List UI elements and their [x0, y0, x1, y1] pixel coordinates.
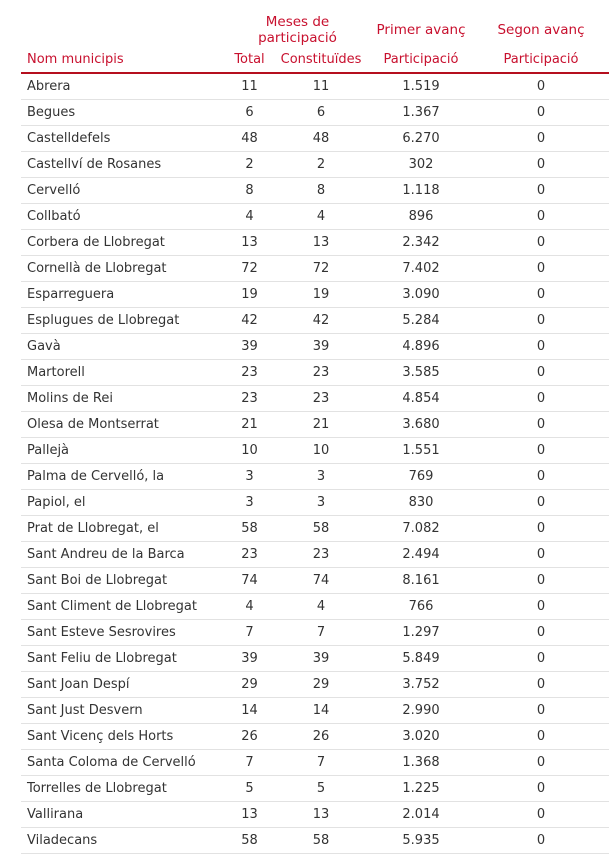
cell-total: 39: [226, 334, 273, 360]
cell-participacio-2: 0: [473, 568, 609, 594]
cell-participacio-2: 0: [473, 386, 609, 412]
cell-participacio-1: 2.014: [369, 802, 473, 828]
cell-total: 7: [226, 620, 273, 646]
cell-participacio-1: 2.342: [369, 230, 473, 256]
cell-participacio-2: 0: [473, 776, 609, 802]
table-row: [21, 620, 609, 646]
cell-participacio-2: 0: [473, 828, 609, 854]
cell-participacio-2: 0: [473, 646, 609, 672]
cell-participacio-2: 0: [473, 126, 609, 152]
cell-participacio-1: 8.161: [369, 568, 473, 594]
cell-total: 4: [226, 594, 273, 620]
table-row: [21, 698, 609, 724]
cell-participacio-1: 6.270: [369, 126, 473, 152]
cell-participacio-1: 766: [369, 594, 473, 620]
cell-municipi: Santa Coloma de Cervelló: [21, 750, 226, 776]
cell-municipi: Papiol, el: [21, 490, 226, 516]
cell-total: 29: [226, 672, 273, 698]
table-row: [21, 100, 609, 126]
cell-total: 21: [226, 412, 273, 438]
cell-constituides: 13: [273, 230, 369, 256]
cell-participacio-2: 0: [473, 308, 609, 334]
table-row: [21, 750, 609, 776]
cell-total: 10: [226, 438, 273, 464]
cell-total: 11: [226, 73, 273, 100]
cell-participacio-2: 0: [473, 230, 609, 256]
cell-total: 23: [226, 542, 273, 568]
cell-municipi: Pallejà: [21, 438, 226, 464]
cell-constituides: 3: [273, 490, 369, 516]
cell-constituides: 58: [273, 516, 369, 542]
cell-participacio-2: 0: [473, 204, 609, 230]
cell-participacio-1: 1.367: [369, 100, 473, 126]
cell-participacio-2: 0: [473, 490, 609, 516]
cell-participacio-1: 5.849: [369, 646, 473, 672]
cell-municipi: Vallirana: [21, 802, 226, 828]
table-row: [21, 73, 609, 100]
cell-constituides: 7: [273, 750, 369, 776]
cell-municipi: Castellví de Rosanes: [21, 152, 226, 178]
cell-constituides: 11: [273, 73, 369, 100]
table-row: [21, 308, 609, 334]
table-row: [21, 152, 609, 178]
column-header-constituides: Constituïdes: [273, 46, 369, 73]
header-group-primer-avanc: Primer avanç: [376, 22, 466, 38]
cell-participacio-2: 0: [473, 516, 609, 542]
table-row: [21, 672, 609, 698]
cell-total: 4: [226, 204, 273, 230]
cell-participacio-2: 0: [473, 100, 609, 126]
cell-constituides: 21: [273, 412, 369, 438]
column-header-total: Total: [226, 46, 273, 73]
cell-constituides: 39: [273, 334, 369, 360]
cell-total: 14: [226, 698, 273, 724]
cell-municipi: Corbera de Llobregat: [21, 230, 226, 256]
table-row: [21, 490, 609, 516]
cell-municipi: Prat de Llobregat, el: [21, 516, 226, 542]
table-row: [21, 802, 609, 828]
table-row: [21, 724, 609, 750]
cell-municipi: Esparreguera: [21, 282, 226, 308]
table-row: [21, 516, 609, 542]
cell-municipi: Collbató: [21, 204, 226, 230]
cell-total: 19: [226, 282, 273, 308]
cell-constituides: 23: [273, 360, 369, 386]
cell-participacio-2: 0: [473, 542, 609, 568]
cell-participacio-2: 0: [473, 464, 609, 490]
cell-participacio-1: 1.297: [369, 620, 473, 646]
header-column-row: [21, 46, 609, 73]
cell-participacio-1: 1.368: [369, 750, 473, 776]
table-row: [21, 386, 609, 412]
cell-participacio-1: 769: [369, 464, 473, 490]
cell-municipi: Abrera: [21, 73, 226, 100]
cell-total: 13: [226, 802, 273, 828]
cell-participacio-1: 302: [369, 152, 473, 178]
cell-total: 6: [226, 100, 273, 126]
cell-total: 13: [226, 230, 273, 256]
cell-participacio-2: 0: [473, 620, 609, 646]
table-row: [21, 776, 609, 802]
table-row: [21, 568, 609, 594]
cell-municipi: Sant Climent de Llobregat: [21, 594, 226, 620]
cell-municipi: Sant Andreu de la Barca: [21, 542, 226, 568]
cell-total: 58: [226, 828, 273, 854]
column-header-name: Nom municipis: [21, 46, 226, 73]
table-row: [21, 412, 609, 438]
cell-participacio-2: 0: [473, 724, 609, 750]
cell-participacio-2: 0: [473, 360, 609, 386]
cell-participacio-1: 3.752: [369, 672, 473, 698]
cell-total: 48: [226, 126, 273, 152]
cell-participacio-2: 0: [473, 802, 609, 828]
cell-participacio-2: 0: [473, 256, 609, 282]
cell-participacio-1: 4.854: [369, 386, 473, 412]
cell-constituides: 39: [273, 646, 369, 672]
cell-municipi: Torrelles de Llobregat: [21, 776, 226, 802]
cell-participacio-2: 0: [473, 282, 609, 308]
cell-constituides: 42: [273, 308, 369, 334]
cell-participacio-2: 0: [473, 698, 609, 724]
table-row: [21, 542, 609, 568]
cell-participacio-1: 4.896: [369, 334, 473, 360]
cell-constituides: 4: [273, 594, 369, 620]
cell-participacio-1: 830: [369, 490, 473, 516]
cell-municipi: Sant Boi de Llobregat: [21, 568, 226, 594]
cell-municipi: Gavà: [21, 334, 226, 360]
cell-total: 26: [226, 724, 273, 750]
cell-participacio-2: 0: [473, 334, 609, 360]
cell-constituides: 4: [273, 204, 369, 230]
cell-participacio-2: 0: [473, 672, 609, 698]
cell-participacio-1: 7.082: [369, 516, 473, 542]
cell-constituides: 6: [273, 100, 369, 126]
cell-constituides: 23: [273, 542, 369, 568]
cell-municipi: Castelldefels: [21, 126, 226, 152]
cell-constituides: 14: [273, 698, 369, 724]
cell-participacio-1: 5.284: [369, 308, 473, 334]
table-row: [21, 594, 609, 620]
cell-constituides: 8: [273, 178, 369, 204]
cell-municipi: Cornellà de Llobregat: [21, 256, 226, 282]
cell-municipi: Cervelló: [21, 178, 226, 204]
header-group-segon-avanc: Segon avanç: [497, 22, 585, 38]
cell-municipi: Martorell: [21, 360, 226, 386]
cell-participacio-2: 0: [473, 594, 609, 620]
cell-constituides: 48: [273, 126, 369, 152]
cell-total: 3: [226, 490, 273, 516]
cell-total: 72: [226, 256, 273, 282]
cell-constituides: 13: [273, 802, 369, 828]
cell-participacio-2: 0: [473, 412, 609, 438]
cell-participacio-1: 1.118: [369, 178, 473, 204]
cell-constituides: 10: [273, 438, 369, 464]
cell-municipi: Molins de Rei: [21, 386, 226, 412]
table-row: [21, 204, 609, 230]
table-row: [21, 230, 609, 256]
cell-participacio-1: 7.402: [369, 256, 473, 282]
cell-participacio-1: 3.680: [369, 412, 473, 438]
cell-total: 3: [226, 464, 273, 490]
cell-participacio-1: 3.585: [369, 360, 473, 386]
table-row: [21, 360, 609, 386]
cell-municipi: Sant Just Desvern: [21, 698, 226, 724]
cell-total: 7: [226, 750, 273, 776]
table-row: [21, 646, 609, 672]
cell-total: 74: [226, 568, 273, 594]
cell-participacio-1: 1.225: [369, 776, 473, 802]
cell-total: 39: [226, 646, 273, 672]
cell-total: 58: [226, 516, 273, 542]
cell-constituides: 26: [273, 724, 369, 750]
cell-participacio-1: 1.519: [369, 73, 473, 100]
cell-municipi: Olesa de Montserrat: [21, 412, 226, 438]
cell-participacio-2: 0: [473, 438, 609, 464]
header-group-row: [21, 14, 609, 46]
cell-municipi: Sant Vicenç dels Horts: [21, 724, 226, 750]
cell-total: 8: [226, 178, 273, 204]
cell-participacio-1: 896: [369, 204, 473, 230]
cell-participacio-1: 1.551: [369, 438, 473, 464]
table-row: [21, 438, 609, 464]
table-row: [21, 828, 609, 854]
table-row: [21, 178, 609, 204]
cell-total: 42: [226, 308, 273, 334]
header-group-meses: Meses de participació: [258, 14, 337, 46]
cell-participacio-1: 3.090: [369, 282, 473, 308]
cell-participacio-1: 3.020: [369, 724, 473, 750]
cell-participacio-2: 0: [473, 750, 609, 776]
cell-constituides: 19: [273, 282, 369, 308]
cell-municipi: Viladecans: [21, 828, 226, 854]
cell-municipi: Begues: [21, 100, 226, 126]
cell-total: 2: [226, 152, 273, 178]
cell-constituides: 29: [273, 672, 369, 698]
cell-constituides: 7: [273, 620, 369, 646]
table-row: [21, 126, 609, 152]
cell-participacio-1: 2.990: [369, 698, 473, 724]
cell-constituides: 72: [273, 256, 369, 282]
cell-total: 23: [226, 386, 273, 412]
cell-participacio-2: 0: [473, 73, 609, 100]
cell-municipi: Sant Feliu de Llobregat: [21, 646, 226, 672]
cell-constituides: 3: [273, 464, 369, 490]
cell-total: 23: [226, 360, 273, 386]
cell-participacio-1: 5.935: [369, 828, 473, 854]
cell-total: 5: [226, 776, 273, 802]
cell-constituides: 58: [273, 828, 369, 854]
table-row: [21, 282, 609, 308]
header-group-empty: [21, 14, 226, 46]
table-body: [21, 73, 609, 854]
cell-constituides: 2: [273, 152, 369, 178]
participation-table: [21, 14, 609, 854]
cell-constituides: 74: [273, 568, 369, 594]
table-header: [21, 14, 609, 73]
cell-municipi: Sant Joan Despí: [21, 672, 226, 698]
cell-participacio-1: 2.494: [369, 542, 473, 568]
cell-participacio-2: 0: [473, 178, 609, 204]
cell-municipi: Palma de Cervelló, la: [21, 464, 226, 490]
cell-municipi: Sant Esteve Sesrovires: [21, 620, 226, 646]
cell-municipi: Esplugues de Llobregat: [21, 308, 226, 334]
cell-participacio-2: 0: [473, 152, 609, 178]
column-header-participacio-2: Participació: [473, 46, 609, 73]
cell-constituides: 23: [273, 386, 369, 412]
table-row: [21, 256, 609, 282]
cell-constituides: 5: [273, 776, 369, 802]
column-header-participacio-1: Participació: [369, 46, 473, 73]
table-row: [21, 464, 609, 490]
table-row: [21, 334, 609, 360]
